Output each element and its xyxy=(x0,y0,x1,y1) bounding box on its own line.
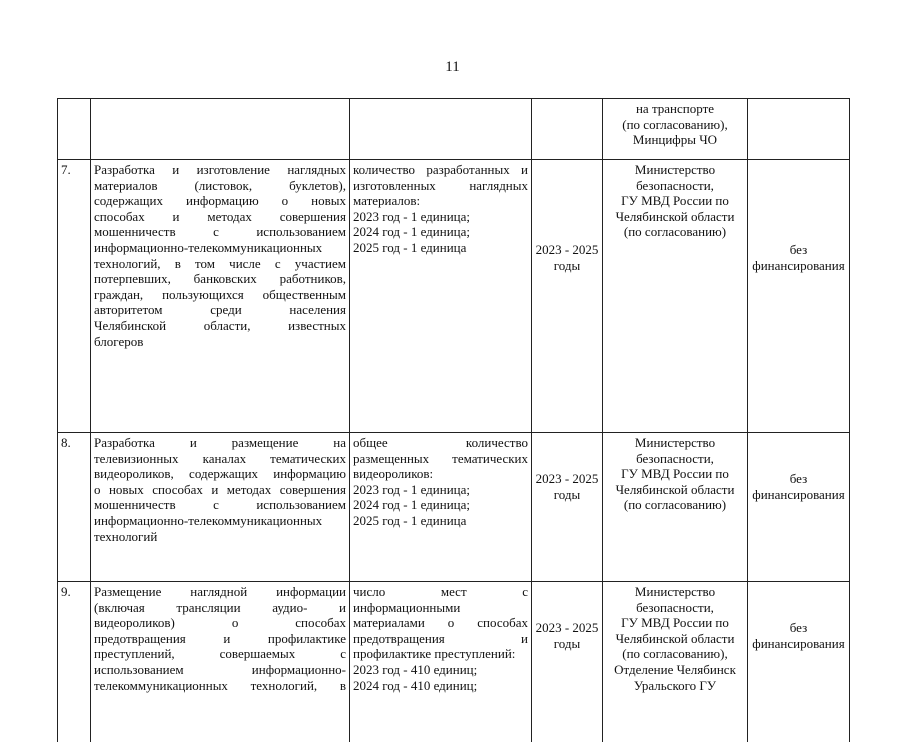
executor-cell xyxy=(603,160,748,433)
indicator-cell xyxy=(350,160,532,433)
executor-line: безопасности, xyxy=(606,178,744,194)
executor-line: (по согласованию), xyxy=(606,646,744,662)
table-row xyxy=(58,160,850,433)
activity-line: (включая трансляции аудио- и xyxy=(94,600,346,616)
indicator-line: профилактике преступлений: xyxy=(353,646,528,662)
row-number: 9. xyxy=(58,582,91,742)
activity-line: Размещение наглядной информации xyxy=(94,584,346,600)
executor-line: ГУ МВД России по xyxy=(606,193,744,209)
page-number: 11 xyxy=(0,59,905,76)
executor-line: Отделение Челябинск xyxy=(606,662,744,678)
activity-line: потерпевших, банковских работников, xyxy=(94,271,346,287)
row-number: 8. xyxy=(58,433,91,582)
activity-line: видеороликов, содержащих информацию xyxy=(94,466,346,482)
indicator-line: размещенных тематических xyxy=(353,451,528,467)
activity-line: Разработка и размещение на xyxy=(94,435,346,451)
activity-line: материалов (листовок, буклетов), xyxy=(94,178,346,194)
indicator-cell xyxy=(350,99,532,160)
activity-line: мошенничеств с использованием xyxy=(94,497,346,513)
indicator-line: изготовленных наглядных xyxy=(353,178,528,194)
activity-line: мошенничеств с использованием xyxy=(94,224,346,240)
executor-line: безопасности, xyxy=(606,451,744,467)
indicator-line: 2024 год - 1 единица; xyxy=(353,497,528,513)
activity-line: граждан, пользующихся общественным xyxy=(94,287,346,303)
executor-line: Минцифры ЧО xyxy=(606,132,744,148)
financing-cell: без финансирования xyxy=(748,160,850,433)
executor-cell xyxy=(603,99,748,160)
activity-line: информационно-телекоммуникационных xyxy=(94,513,346,529)
indicator-line: предотвращения и xyxy=(353,631,528,647)
term-cell: 2023 - 2025 годы xyxy=(532,582,603,742)
indicator-line: 2025 год - 1 единица xyxy=(353,513,528,529)
executor-line: Министерство xyxy=(606,435,744,451)
activity-line: видеороликов) о способах xyxy=(94,615,346,631)
executor-cell xyxy=(603,582,748,742)
financing-cell: без финансирования xyxy=(748,433,850,582)
row-number xyxy=(58,99,91,160)
indicator-line: видеороликов: xyxy=(353,466,528,482)
table-row xyxy=(58,433,850,582)
activity-line: Челябинской области, известных xyxy=(94,318,346,334)
activity-line: содержащих информацию о новых xyxy=(94,193,346,209)
financing-cell xyxy=(748,99,850,160)
term-cell: 2023 - 2025 годы xyxy=(532,433,603,582)
indicator-line: 2023 год - 1 единица; xyxy=(353,209,528,225)
executor-line: Министерство xyxy=(606,162,744,178)
activity-cell xyxy=(91,160,350,433)
indicator-line: количество разработанных и xyxy=(353,162,528,178)
executor-line: Уральского ГУ xyxy=(606,678,744,694)
indicator-line: 2024 год - 1 единица; xyxy=(353,224,528,240)
row-number: 7. xyxy=(58,160,91,433)
executor-cell xyxy=(603,433,748,582)
activity-line: преступлений, совершаемых с xyxy=(94,646,346,662)
activity-line: способах и методах совершения xyxy=(94,209,346,225)
executor-line: ГУ МВД России по xyxy=(606,466,744,482)
activity-line: блогеров xyxy=(94,334,346,350)
executor-line: (по согласованию) xyxy=(606,497,744,513)
activity-line: технологий, в том числе с участием xyxy=(94,256,346,272)
executor-line: (по согласованию), xyxy=(606,117,744,133)
executor-line: Челябинской области xyxy=(606,482,744,498)
indicator-line: информационными xyxy=(353,600,528,616)
indicator-line: 2023 год - 410 единиц; xyxy=(353,662,528,678)
table-row xyxy=(58,582,850,742)
activity-line: технологий xyxy=(94,529,346,545)
executor-line: Челябинской области xyxy=(606,631,744,647)
activity-line: Разработка и изготовление наглядных xyxy=(94,162,346,178)
table-row xyxy=(58,99,850,160)
executor-line: безопасности, xyxy=(606,600,744,616)
indicator-cell xyxy=(350,433,532,582)
indicator-line: 2023 год - 1 единица; xyxy=(353,482,528,498)
indicator-line: общее количество xyxy=(353,435,528,451)
measures-table xyxy=(57,98,850,742)
financing-cell: без финансирования xyxy=(748,582,850,742)
executor-line: (по согласованию) xyxy=(606,224,744,240)
indicator-line: материалов: xyxy=(353,193,528,209)
executor-line: на транспорте xyxy=(606,101,744,117)
term-cell xyxy=(532,99,603,160)
term-cell: 2023 - 2025 годы xyxy=(532,160,603,433)
activity-cell xyxy=(91,582,350,742)
indicator-cell xyxy=(350,582,532,742)
indicator-line: число мест с xyxy=(353,584,528,600)
executor-line: ГУ МВД России по xyxy=(606,615,744,631)
executor-line: Министерство xyxy=(606,584,744,600)
activity-line: телекоммуникационных технологий, в xyxy=(94,678,346,694)
activity-line: о новых способах и методах совершения xyxy=(94,482,346,498)
executor-line: Челябинской области xyxy=(606,209,744,225)
activity-line: авторитетом среди населения xyxy=(94,302,346,318)
activity-line: телевизионных каналах тематических xyxy=(94,451,346,467)
indicator-line: материалами о способах xyxy=(353,615,528,631)
activity-cell xyxy=(91,433,350,582)
activity-line: использованием информационно- xyxy=(94,662,346,678)
indicator-line: 2024 год - 410 единиц; xyxy=(353,678,528,694)
activity-line: информационно-телекоммуникационных xyxy=(94,240,346,256)
activity-cell xyxy=(91,99,350,160)
indicator-line: 2025 год - 1 единица xyxy=(353,240,528,256)
activity-line: предотвращения и профилактике xyxy=(94,631,346,647)
